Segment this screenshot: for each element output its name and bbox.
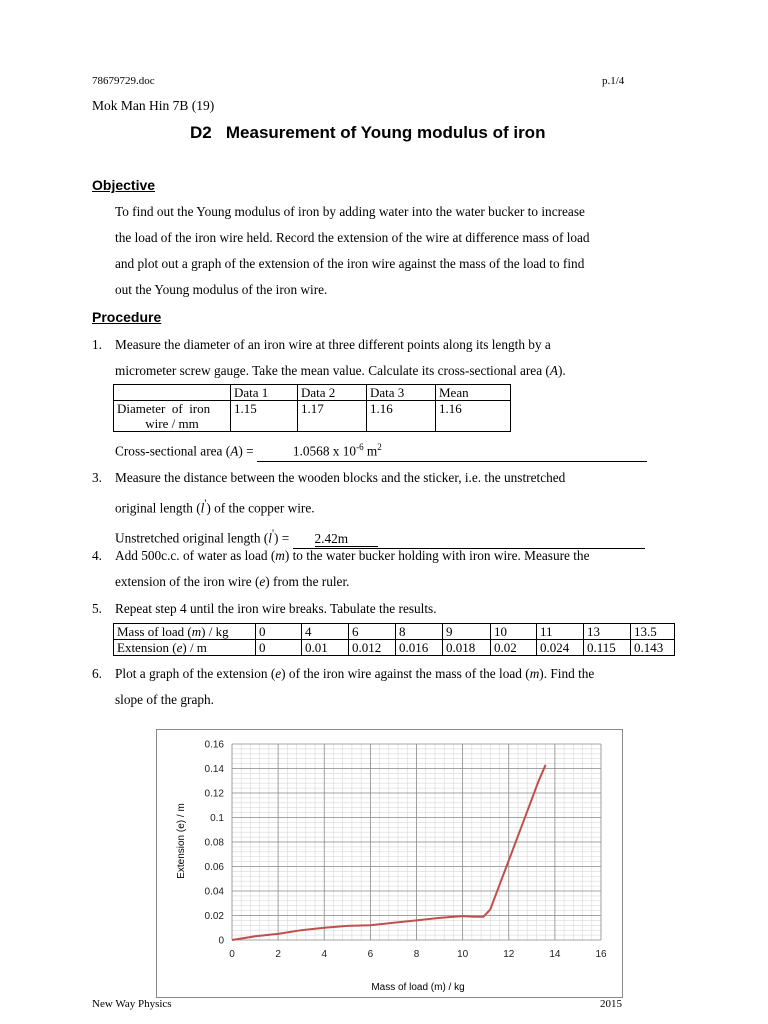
table-cell: 1.17 [298,401,367,432]
step-4-line [115,569,678,595]
text: ) to the water bucker holding with iron wire. Measure the [284,548,590,563]
text: Extension ( [117,640,177,655]
table-cell: 13.5 [631,624,675,640]
footer-right: 2015 [600,998,622,1010]
x-tick-label: 10 [457,949,469,960]
y-tick-label: 0.1 [210,813,224,824]
table-cell: 0.115 [584,640,631,656]
text: ) / m [182,640,207,655]
page-number: p.1/4 [602,75,625,87]
x-axis-label: Mass of load (m) / kg [371,982,465,993]
table-cell: 4 [302,624,349,640]
table-cell: 0.016 [396,640,443,656]
prime: ' [204,498,207,510]
text: ). [557,363,566,378]
table-row [114,401,511,432]
table-cell: 1.15 [231,401,298,432]
length-value: 2.42m [315,531,379,547]
step-6-line [115,661,678,687]
page-title: D2 Measurement of Young modulus of iron [190,123,546,142]
table-cell: 11 [537,624,584,640]
table-cell: 6 [349,624,396,640]
step-3-line: Measure the distance between the wooden blocks and the sticker, i.e. the unstretched [115,470,566,485]
step-1 [115,332,678,384]
step-1-line: Measure the diameter of an iron wire at three different points along its length by a [115,337,551,352]
prime: ' [271,528,274,541]
row-label-line: Diameter of iron [117,401,211,416]
table-header: Mean [436,385,511,401]
text: ) = [238,443,257,459]
step-3-line [115,491,678,521]
table-cell: 0.143 [631,640,675,656]
text: extension of the iron wire ( [115,574,260,589]
x-tick-label: 0 [229,949,235,960]
area-value-field [257,437,647,462]
x-tick-label: 14 [549,949,561,960]
step-number: 3. [92,470,102,485]
text: ) of the iron wire against the mass of the load ( [281,666,530,681]
x-tick-label: 12 [503,949,515,960]
step-number: 6. [92,666,102,681]
step-number: 1. [92,337,102,352]
area-line [115,437,675,464]
x-tick-label: 8 [413,949,420,960]
objective-text [115,199,678,303]
step-3 [115,465,678,552]
y-tick-label: 0.16 [204,739,224,751]
table-header: Data 3 [367,385,436,401]
text: ). Find the [539,666,595,681]
table-cell: 13 [584,624,631,640]
y-tick-label: 0 [218,935,224,947]
text: Plot a graph of the extension ( [115,666,276,681]
text: Mass of load ( [117,624,192,639]
table-row [114,624,675,640]
var-a: A [230,443,239,459]
table-cell: 10 [491,624,537,640]
text: ) of the copper wire. [206,500,315,516]
extension-chart [156,729,623,998]
author-line: Mok Man Hin 7B (19) [92,98,215,113]
y-tick-label: 0.12 [204,788,224,800]
table-header: Data 2 [298,385,367,401]
table-cell: 0.024 [537,640,584,656]
table-cell: 1.16 [436,401,511,432]
area-unit: m [363,443,378,459]
step-6-line: slope of the graph. [115,692,214,707]
y-tick-label: 0.08 [204,837,224,849]
doc-filename: 78679729.doc [92,75,155,87]
table-cell [114,385,231,401]
step-4 [115,543,678,595]
area-unit-exp: 2 [377,442,382,452]
objective-line: and plot out a graph of the extension of the iron wire against the mass of the load to find [115,256,585,271]
table-row [114,385,511,401]
area-exp: -6 [356,442,364,452]
var-e: e [176,640,183,655]
diameter-table [113,384,511,432]
y-axis-label: Extension (e) / m [176,803,187,879]
row-label [114,401,231,432]
objective-line: the load of the iron wire held. Record the extension of the wire at difference mass of load [115,230,590,245]
x-tick-label: 2 [275,949,281,960]
text: Add 500c.c. of water as load ( [115,548,276,563]
var-e: e [259,574,266,589]
text: Unstretched original length ( [115,530,269,546]
text: micrometer screw gauge. Take the mean value. Calculate its cross-sectional area ( [115,363,550,378]
var-l: l [200,500,205,516]
procedure-heading: Procedure [92,309,162,325]
step-6 [115,661,678,713]
text: ) / kg [201,624,229,639]
table-cell: 8 [396,624,443,640]
x-tick-label: 4 [321,949,328,960]
row-label [114,640,256,656]
var-m: m [529,666,540,681]
results-table [113,623,675,656]
table-cell: 0 [256,624,302,640]
y-tick-label: 0.14 [204,764,224,775]
var-e: e [275,666,282,681]
var-m: m [275,548,285,563]
objective-heading: Objective [92,177,156,193]
row-label-line: wire / mm [145,416,199,431]
step-1-line [115,358,678,384]
table-cell: 0.01 [302,640,349,656]
text: ) from the ruler. [265,574,350,589]
objective-line: out the Young modulus of the iron wire. [115,282,328,297]
step-number: 5. [92,601,102,616]
step-4-line [115,543,678,569]
var-m: m [191,624,202,639]
text: ) = [273,530,293,546]
area-value: 1.0568 x 10 [292,443,357,459]
var-l: l [268,530,272,546]
table-cell: 0.02 [491,640,537,656]
y-tick-label: 0.04 [204,886,224,898]
var-a: A [549,363,558,378]
table-row [114,640,675,656]
y-tick-label: 0.06 [204,862,224,873]
table-cell: 0 [256,640,302,656]
objective-line: To find out the Young modulus of iron by adding water into the water bucker to increase [115,204,585,219]
table-cell: 0.018 [443,640,491,656]
table-header: Data 1 [231,385,298,401]
y-tick-label: 0.02 [204,911,224,922]
x-tick-label: 6 [367,949,374,960]
text: original length ( [115,500,201,516]
x-tick-label: 16 [595,949,607,960]
text: Cross-sectional area ( [115,443,231,459]
step-5: Repeat step 4 until the iron wire breaks. Tabulate the results. [115,601,437,616]
table-cell: 0.012 [349,640,396,656]
footer-left: New Way Physics [92,998,172,1010]
row-label [114,624,256,640]
step-number: 4. [92,548,102,563]
table-cell: 9 [443,624,491,640]
table-cell: 1.16 [367,401,436,432]
